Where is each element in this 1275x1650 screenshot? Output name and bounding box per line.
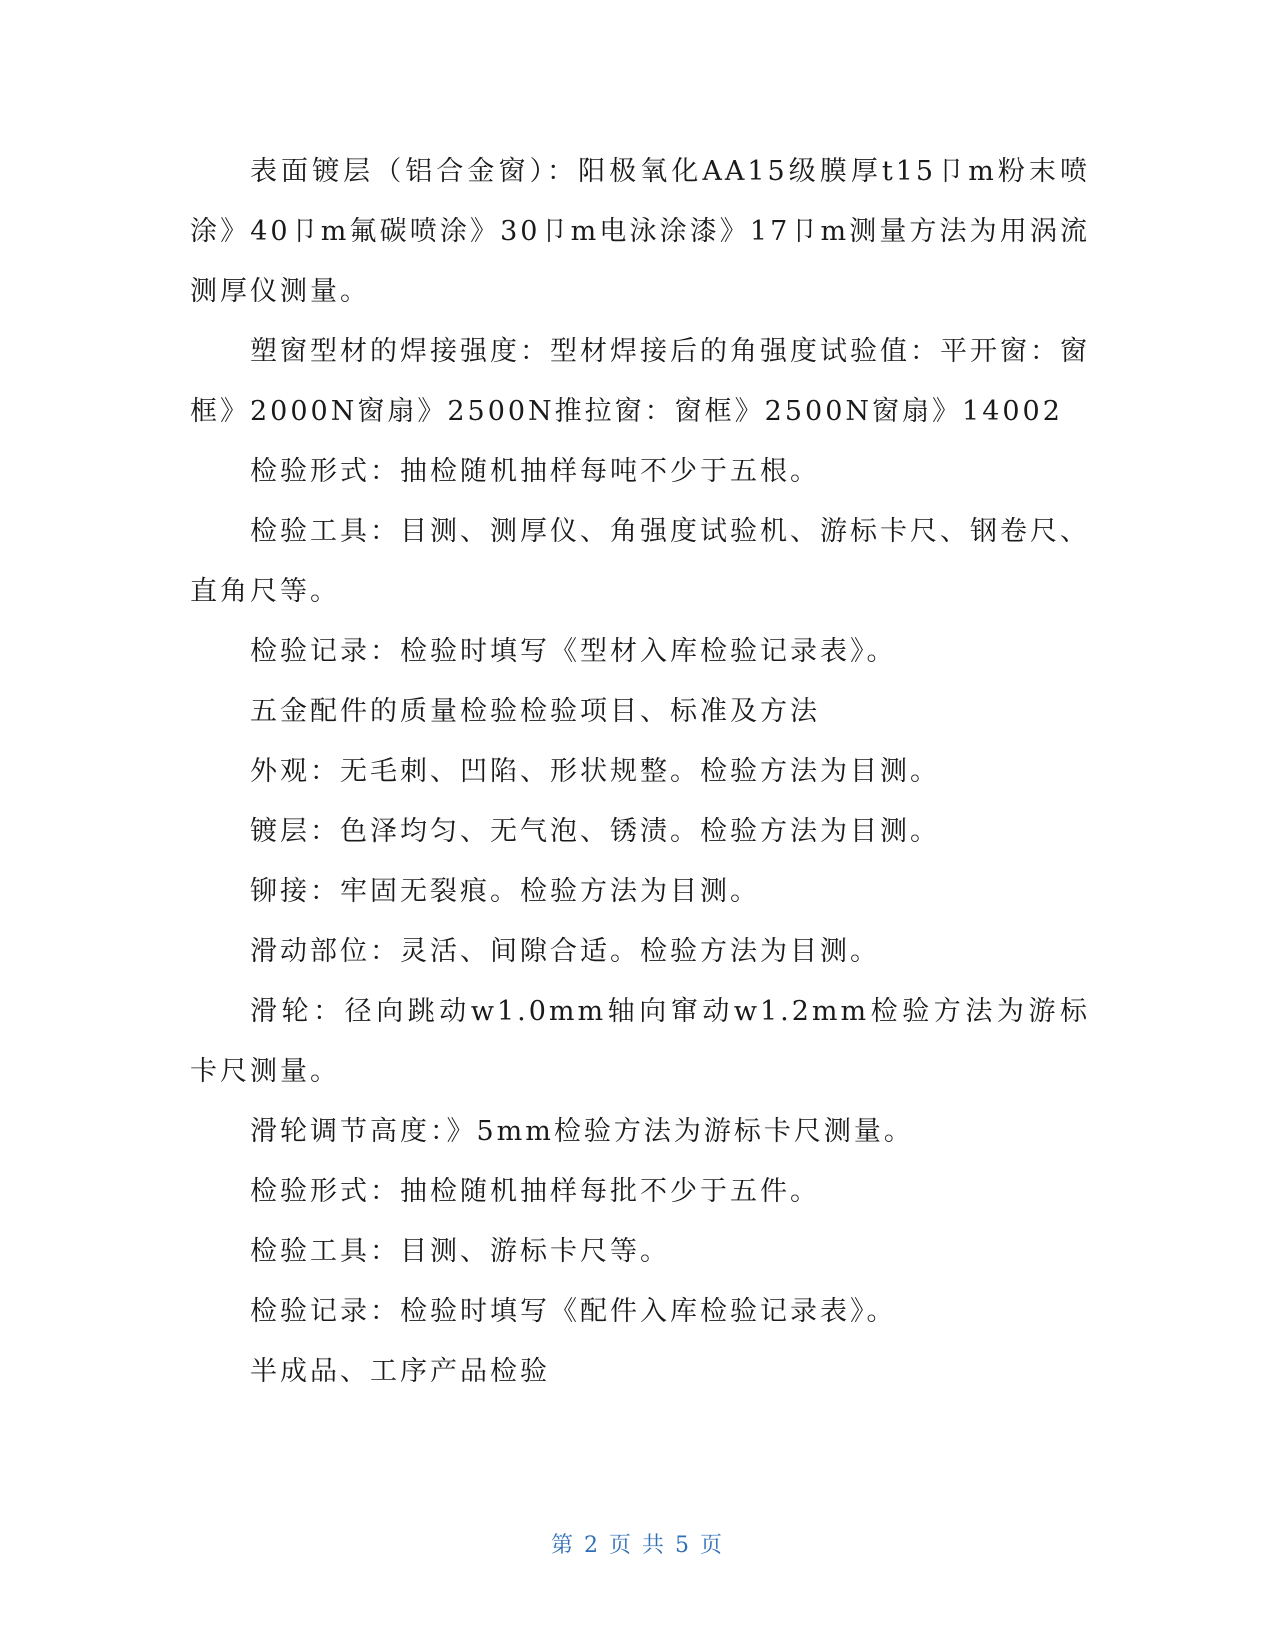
paragraph-pulley-height: 滑轮调节高度：》5mm检验方法为游标卡尺测量。 [250, 1116, 914, 1147]
paragraph-riveting: 铆接：牢固无裂痕。检验方法为目测。 [250, 876, 760, 907]
paragraph-inspection-form: 检验形式：抽检随机抽样每吨不少于五根。 [250, 456, 820, 487]
paragraph-plating: 镀层：色泽均匀、无气泡、锈渍。检验方法为目测。 [250, 816, 940, 847]
paragraph-inspection-form-2: 检验形式：抽检随机抽样每批不少于五件。 [250, 1176, 820, 1207]
paragraph-coating: 表面镀层（铝合金窗）：阳极氧化AA15级膜厚t15卩m粉末喷涂》40卩m氟碳喷涂》30卩m电泳涂漆》17卩m测量方法为用涡流测厚仪测量。 [190, 156, 1090, 307]
paragraph-inspection-tools: 检验工具：目测、测厚仪、角强度试验机、游标卡尺、钢卷尺、直角尺等。 [190, 516, 1090, 607]
paragraph-weld-strength: 塑窗型材的焊接强度：型材焊接后的角强度试验值：平开窗：窗框》2000N窗扇》2500N推拉窗：窗框》2500N窗扇》14002 [190, 336, 1090, 427]
paragraph-appearance: 外观：无毛刺、凹陷、形状规整。检验方法为目测。 [250, 756, 940, 787]
paragraph-inspection-record-2: 检验记录：检验时填写《配件入库检验记录表》。 [250, 1296, 897, 1327]
paragraph-pulley: 滑轮：径向跳动w1.0mm轴向窜动w1.2mm检验方法为游标卡尺测量。 [190, 996, 1090, 1087]
paragraph-semi-finished-heading: 半成品、工序产品检验 [250, 1356, 550, 1387]
document-body [190, 142, 1090, 1402]
paragraph-hardware-heading: 五金配件的质量检验检验项目、标准及方法 [250, 696, 820, 727]
page-number-footer: 第 2 页 共 5 页 [551, 1533, 724, 1558]
paragraph-sliding-parts: 滑动部位：灵活、间隙合适。检验方法为目测。 [250, 936, 880, 967]
paragraph-inspection-record: 检验记录：检验时填写《型材入库检验记录表》。 [250, 636, 897, 667]
paragraph-inspection-tools-2: 检验工具：目测、游标卡尺等。 [250, 1236, 670, 1267]
